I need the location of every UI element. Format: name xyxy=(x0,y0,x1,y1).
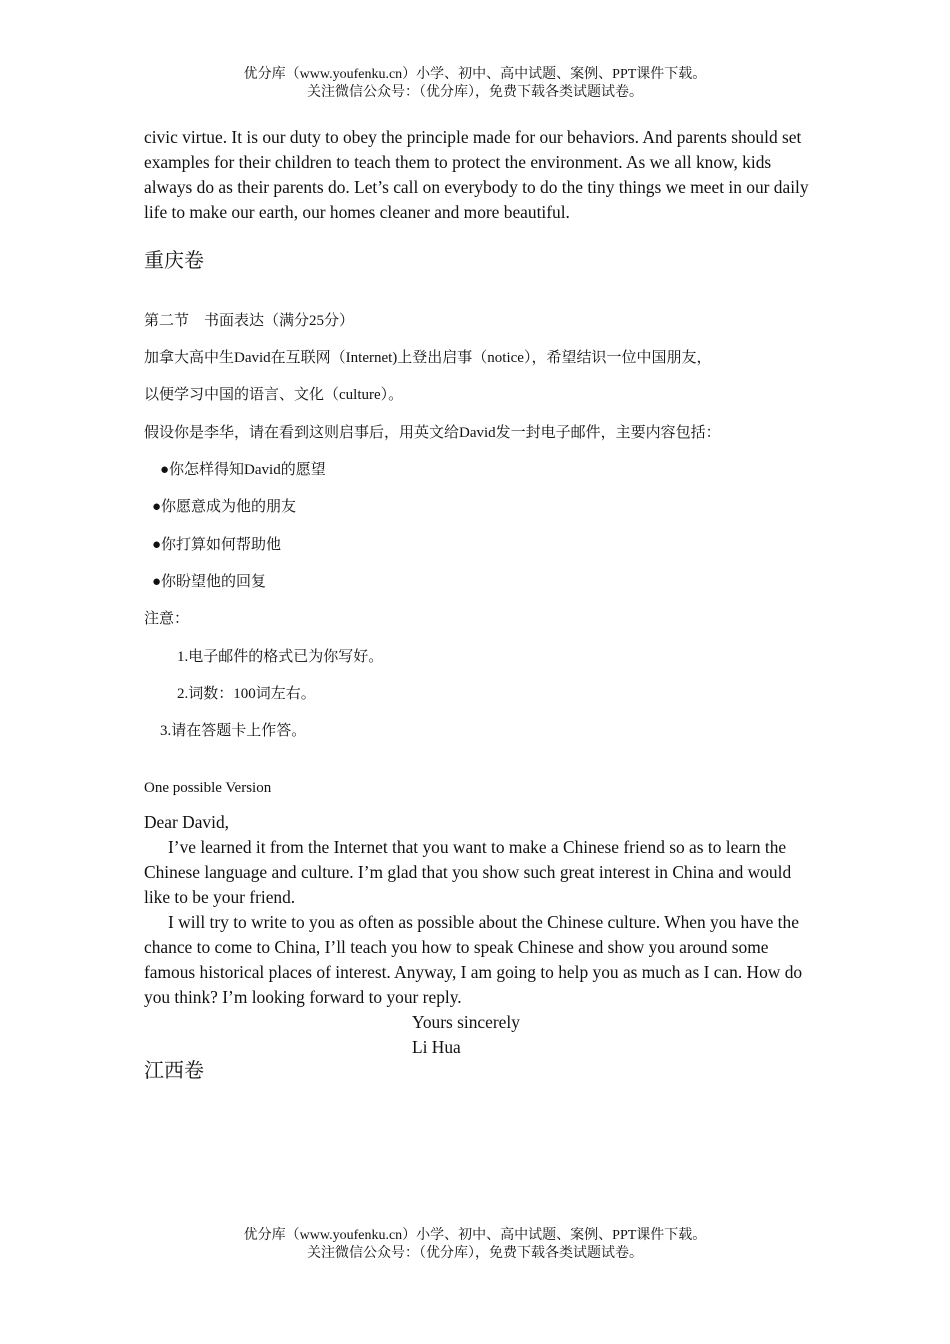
section-heading-chongqing: 重庆卷 xyxy=(144,250,204,272)
task-bullet: ●你怎样得知David的愿望 xyxy=(160,462,326,478)
task-intro-line-2: 以便学习中国的语言、文化（culture）。 xyxy=(144,387,404,403)
footer-line-1: 优分库（www.youfenku.cn）小学、初中、高中试题、案例、PPT课件下载。 xyxy=(243,1228,707,1243)
letter-closing: Yours sincerely xyxy=(412,1012,520,1032)
header-line-2: 关注微信公众号：（优分库），免费下载各类试题试卷。 xyxy=(307,85,643,100)
task-bullet: ●你愿意成为他的朋友 xyxy=(152,499,297,515)
task-bullet: ●你打算如何帮助他 xyxy=(152,537,282,553)
letter-paragraph-2: I will try to write to you as often as possible about the Chinese culture. When you have the chance to come to China, I’ll teach you how to speak Chinese and show you around some famous historical places of interest. Anyway, I am going to help you as much as I can. How do you think? I’m looking forward to your reply. xyxy=(144,912,803,1007)
note-item: 3.请在答题卡上作答。 xyxy=(160,723,307,739)
version-label: One possible Version xyxy=(144,780,272,796)
task-bullet: ●你盼望他的回复 xyxy=(152,574,267,590)
note-item: 1.电子邮件的格式已为你写好。 xyxy=(177,649,384,665)
footer-line-2: 关注微信公众号：（优分库），免费下载各类试题试卷。 xyxy=(307,1246,643,1261)
page-header xyxy=(0,66,950,102)
task-section-title: 第二节 书面表达（满分25分） xyxy=(144,313,355,329)
letter-signature-name: Li Hua xyxy=(412,1037,461,1057)
header-line-1: 优分库（www.youfenku.cn）小学、初中、高中试题、案例、PPT课件下载。 xyxy=(243,67,707,82)
section-heading-jiangxi: 江西卷 xyxy=(144,1060,204,1082)
task-intro-line-1: 加拿大高中生David在互联网（Internet)上登出启事（notice），希望结识一位中国朋友， xyxy=(144,350,712,366)
note-label: 注意： xyxy=(144,611,190,627)
page-footer xyxy=(0,1227,950,1263)
letter-salutation: Dear David, xyxy=(144,812,229,832)
letter-paragraph-1: I’ve learned it from the Internet that you want to make a Chinese friend so as to learn the Chinese language and culture. I’m glad that you show such great interest in China and would like to be your friend. xyxy=(144,837,792,907)
task-intro-line-3: 假设你是李华，请在看到这则启事后，用英文给David发一封电子邮件，主要内容包括： xyxy=(144,425,721,441)
note-item: 2.词数：100词左右。 xyxy=(177,686,316,702)
continuation-paragraph: civic virtue. It is our duty to obey the principle made for our behaviors. And parents should set examples for their children to teach them to protect the environment. As we all know, kids always do as their parents do. Let’s call on everybody to do the tiny things we meet in our daily life to make our earth, our homes cleaner and more beautiful. xyxy=(144,127,809,222)
